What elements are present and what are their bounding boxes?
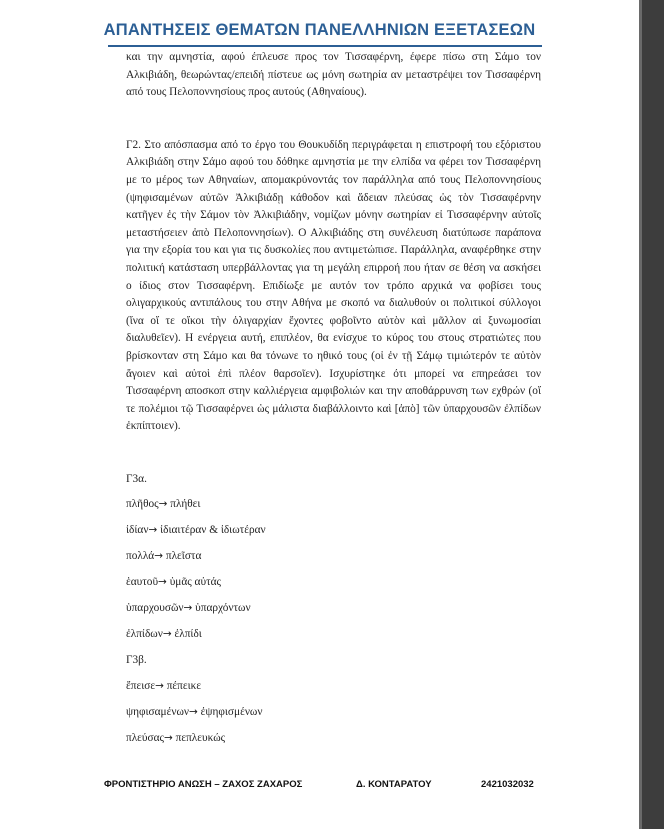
g3a-list (126, 496, 541, 652)
list-item (126, 574, 541, 600)
word-transformed: ἰδιαιτέραν & ἰδιωτέραν (160, 524, 266, 537)
list-item (126, 548, 541, 574)
word-original: ὑπαρχουσῶν (126, 602, 184, 615)
word-transformed: ἐλπίδι (174, 628, 202, 641)
page-header-title: ΑΠΑΝΤΗΣΕΙΣ ΘΕΜΑΤΩΝ ΠΑΝΕΛΛΗΝΙΩΝ ΕΞΕΤΑΣΕΩΝ (103, 21, 536, 39)
footer-phone: 2421032032 (481, 779, 534, 790)
paragraph-g2: Γ2. Στο απόσπασμα από το έργο του Θουκυδίδη περιγράφεται η επιστροφή του εξόριστου Αλκιβιάδη στην Σάμο αφού του δόθηκε αμνηστία με την ελπίδα να φέρει τον Τισσαφέρνη με το μέρος των Αθηναίων, απομακρύνοντάς τον παράλληλα από τους Πελοποννησίους (ψηφισαμένων αὐτῶν Ἀλκιβιάδῃ κάθοδον καὶ ἄδειαν πλεύσας ὡς τὸν Τισσαφέρνην κατῆγεν ἐς τὴν Σάμον τὸν Ἀλκιβιάδην, νομίζων μόνην σωτηρίαν εἰ Τισσαφέρνην αὐτοῖς μεταστήσειεν ἀπὸ Πελοποννησίων). Ο Αλκιβιάδης στη συνέλευση διατύπωσε παράπονα για την εξορία του και για τις δυσκολίες που αντιμετώπισε. Παράλληλα, αναφέρθηκε στην πολιτική κατάσταση υπερβάλλοντας για τη μεγάλη επιρροή που ήταν σε θέση να ασκήσει ο ίδιος στον Τισσαφέρνη. Επιδίωξε με αυτόν τον τρόπο αρχικά να φοβίσει τους ολιγαρχικούς αντιπάλους του στην Αθήνα με σκοπό να διαλυθούν οι πολιτικοί σύλλογοι (ἵνα οἵ τε οἴκοι τὴν ὀλιγαρχίαν ἔχοντες φοβοῖντο αὐτὸν καὶ μᾶλλον αἱ ξυνωμοσίαι διαλυθεῖεν). Η ενέργεια αυτή, επιπλέον, θα ενίσχυε το κύρος του στους στρατιώτες που βρίσκονταν στη Σάμο και θα τόνωνε το ηθικό τους (οἱ ἐν τῇ Σάμῳ τιμιώτερόν τε αὐτὸν ἄγοιεν καὶ αὐτοὶ ἐπὶ πλέον θαρσοῖεν). Ισχυρίστηκε ότι μπορεί να επηρεάσει τον Τισσαφέρνη αποσκοπ στην καλλιέργεια αμφιβολιών και την αποθάρρυνση των εχθρών (οἵ τε πολέμιοι τῷ Τισσαφέρνει ὡς μάλιστα διαβάλλοιντο καὶ [ἀπὸ] τῶν ὑπαρχουσῶν ἐλπίδων ἐκπίπτοιεν). (126, 138, 541, 433)
word-original: πλεύσας (126, 731, 165, 744)
word-transformed: πλήθει (170, 498, 201, 511)
list-item (126, 626, 541, 652)
page-edge-shadow (639, 0, 642, 829)
footer-area: Δ. ΚΟΝΤΑΡΑΤΟΥ (356, 779, 432, 790)
word-original: πλῆθος (126, 498, 159, 511)
page-footer (0, 779, 639, 795)
arrow-icon: → (148, 524, 158, 537)
word-original: ἐλπίδων (126, 628, 163, 641)
word-original: ἰδίαν (126, 524, 149, 537)
section-heading-g3b: Γ3β. (126, 654, 147, 667)
arrow-icon: → (154, 550, 164, 563)
paragraph-continuation: και την αμνηστία, αφού έπλευσε προς τον Τισσαφέρνη, έφερε πίσω στη Σάμο τον Αλκιβιάδη, θεωρώντας/επειδή πίστευε ως μόνη σωτηρία αν μεταστρέψει τον Τισσαφέρνη από τους Πελοποννησίους προς αυτούς (Αθηναίους). (126, 51, 541, 99)
word-transformed: πεπλευκώς (175, 731, 226, 744)
header-divider (108, 45, 542, 47)
word-transformed: πλεῖστα (165, 550, 202, 563)
word-transformed: ὑπαρχόντων (195, 602, 251, 615)
footer-organization: ΦΡΟΝΤΙΣΤΗΡΙΟ ΑΝΩΣΗ – ΖΑΧΟΣ ΖΑΧΑΡΟΣ (104, 779, 303, 790)
section-heading-g3a: Γ3α. (126, 472, 147, 485)
list-item (126, 730, 541, 756)
list-item (126, 704, 541, 730)
word-transformed: πέπεικε (166, 679, 202, 692)
arrow-icon: → (183, 602, 193, 615)
word-original: πολλά (126, 550, 155, 563)
arrow-icon: → (164, 731, 173, 744)
document-body (126, 49, 541, 756)
word-transformed: ἐψηφισμένων (200, 705, 263, 718)
arrow-icon: → (162, 628, 172, 641)
arrow-icon: → (158, 576, 167, 589)
arrow-icon: → (158, 498, 168, 511)
g3b-list (126, 678, 541, 756)
arrow-icon: → (189, 705, 198, 718)
word-original: ψηφισαμένων (126, 705, 189, 718)
arrow-icon: → (155, 679, 164, 692)
word-original: ἑαυτοῦ (126, 576, 159, 589)
list-item (126, 678, 541, 704)
word-original: ἔπεισε (126, 679, 156, 692)
list-item (126, 522, 541, 548)
word-transformed: ὑμᾶς αὐτάς (169, 576, 221, 589)
list-item (126, 600, 541, 626)
list-item (126, 496, 541, 522)
